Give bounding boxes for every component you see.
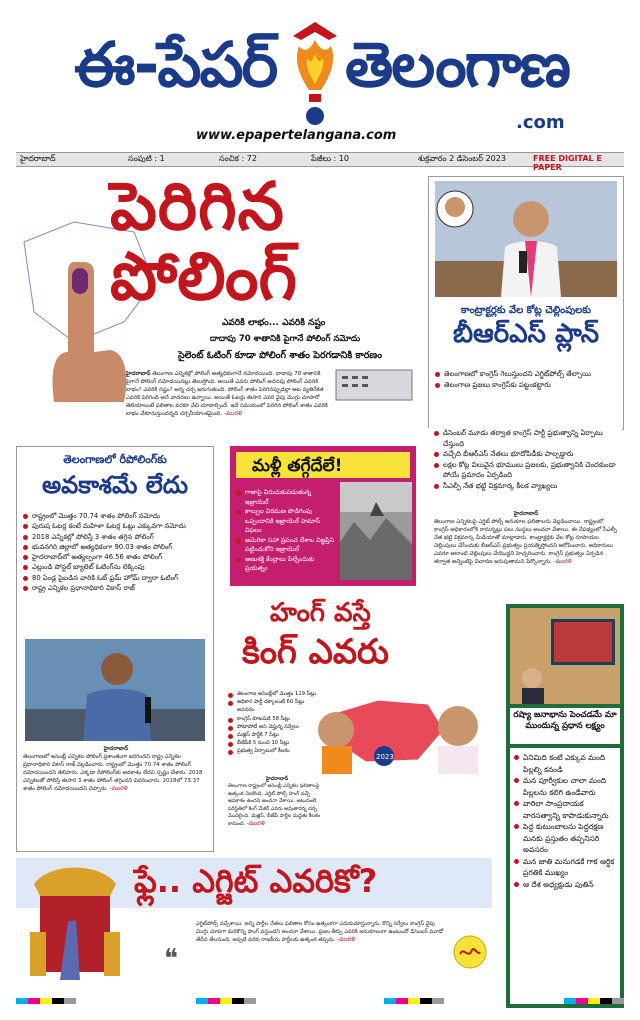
throne-image — [20, 862, 130, 988]
issue-label: సంచిక : 72 — [219, 154, 257, 163]
color-strip-left — [16, 998, 76, 1004]
pages-label: పేజీలు : 10 — [311, 154, 349, 163]
logo-mark-icon — [285, 18, 345, 128]
list-item: కాల్పుల విరమణ పొడిగింపు ఒప్పందానికి ఇజ్రాయెల్ హమాస్ విఫలం — [236, 507, 336, 536]
list-item: అధికార పార్టీ దక్కాలంటే 60 సీట్లు అవసరం — [228, 698, 320, 714]
quote-icon: ❝ — [164, 944, 178, 974]
brs-kicker: కాంట్రాక్టర్లకు వేల కోట్ల చెల్లింపులకు — [461, 305, 591, 316]
putin-photo — [510, 608, 620, 704]
list-item: మన పూర్వీకుల చాలా మంది పిల్లలను కలిగి ఉండేవారు — [514, 775, 618, 798]
lead-deck-2: సైలెంట్ ఓటింగ్ కూడా పోలింగ్ శాతం పెరగడానికి కారణం — [178, 350, 383, 361]
list-item: వచ్చేది బీఆర్ఎస్ నేతలు భూదోపిడీకు పాల్పడ్డారు — [434, 449, 618, 460]
hang-story — [222, 598, 422, 854]
date-label: శుక్రవారం 2 డిసెంబర్ 2023 — [418, 154, 506, 163]
list-item: తెలంగాణ ప్రజలు కాంగ్రెస్‌కు పట్టంకట్టారు — [435, 380, 619, 391]
logo-text-right: తెలంగాణ — [345, 28, 569, 101]
list-item: 80 ఏండ్ల పైబడిన వారికి ఓట్ ఫ్రమ్ హోమ్ ద్వారా ఓటింగ్ — [23, 573, 211, 583]
list-item: హైదరాబాద్‌లో అత్యల్పంగా 46.56 శాతం పోలింగ్ — [23, 552, 211, 562]
evm-machine-image — [334, 366, 414, 402]
list-item: 2018 ఎన్నికల్లో పోలిస్తే 3 శాతం తగ్గిన పోలింగ్ — [23, 532, 211, 542]
brs-plan-story — [428, 176, 624, 430]
lead-headline-2: పోలింగ్ — [110, 238, 297, 315]
list-item: వారిలా సాంప్రదాయక వారసత్వాన్ని కాపాడుకున్నారు — [514, 798, 618, 821]
date-bar — [16, 152, 624, 172]
russia-headline: రష్యా జనాభాను పెంచడమే మా ముందున్న ప్రధాన లక్ష్యం — [513, 710, 617, 731]
city-label: హైదరాబాద్ — [20, 154, 56, 163]
list-item: పెద్ద కుటుంబాలను పెద్దరక్షణ మనకు ప్రస్తుతం తప్పనిసరి అవసరం — [514, 821, 618, 856]
list-item: ఏనిమిది కంటే ఎక్కువ మంది పిల్లల్ని కనండి — [514, 752, 618, 775]
signature-badge-icon — [452, 934, 488, 970]
color-strip-center-left — [196, 998, 256, 1004]
repolling-body: హైదరాబాద్ తెలంగాణలో అసెంబ్లీ ఎన్నికల పోలింగ్ ప్రశాంతంగా జరిగిందని రాష్ట్ర ఎన్నికల ప్రధానాధికారి వికాస్ రాజ్ వెల్లడించారు. రాష్ట్రంలో మొత్తం 70.74 శాతం పోలింగ్ నమోదయిందని తెలిపారు. ఎక్కడా రీపోలింగ్‌కు అవకాశం లేదని స్పష్టం చేశారు. 2018 ఎన్నికలతో పోలిస్తే ఈసారి 3 శాతం పోలింగ్ తగ్గిందని వివరించారు. 2018లో 73.37 శాతం పోలింగ్ నమోదయిందని చెప్పారు. -మురళి — [23, 746, 203, 792]
list-item: తెలంగాణ అసెంబ్లీలో మొత్తం 119 సీట్లు — [228, 690, 320, 698]
list-item: అమెరికా సహా ప్రపంచ దేశాల విజ్ఞప్తిని పట్టించుకోని ఇజ్రాయెల్ — [236, 536, 336, 555]
hang-headline-1: హంగ్ వస్తే — [270, 598, 371, 628]
list-item: సీఎల్పీ నేత భట్టి విక్రమార్క కీలక వ్యాఖ్యలు — [434, 481, 618, 492]
leaders-map-image — [318, 690, 490, 774]
list-item: ఆ దేశ అధ్యక్షుడు పుతిన్ — [514, 879, 618, 891]
color-strip-center-right — [384, 998, 444, 1004]
hang-body: హైదరాబాద్ తెలంగాణ రాష్ట్రంలో అసెంబ్లీ ఎన్నికల ఫలితాలపై ఉత్కంఠ నెలకొంది. ఎగ్జిట్ పోల్స్ హంగ్ వచ్చే అవకాశం ఉందని అంచనా వేశాయి. అటువంటి పరిస్థితిలో కింగ్ మేకర్ ఎవరు అవుతారన్న చర్చ మొదలైంది. మజ్లిస్, బీజేపీ పార్టీల మద్దతు కీలకం కానుంది. -మురళి — [228, 776, 321, 828]
list-item: గాజాపై విరుచుకుపడుతున్న ఇజ్రాయెల్ — [236, 488, 336, 507]
list-item: కాంగ్రెస్ కూటమికి 58 సీట్లు — [228, 715, 320, 723]
repolling-kicker: తెలంగాణలో రీపోలింగ్‌కు — [63, 453, 167, 466]
repolling-story — [16, 446, 214, 852]
lead-headline-1: పెరిగిన — [110, 168, 285, 245]
masthead — [0, 0, 640, 150]
hang-headline-2: కింగ్ ఎవరు — [242, 632, 389, 672]
svg-text:2023: 2023 — [376, 753, 394, 761]
lead-kicker: ఎవరికి లాభం... ఎవరికి నష్టం — [222, 318, 326, 328]
lead-story — [14, 168, 418, 428]
list-item: అణుశక్తి కేంద్రాలు పేల్చేందుకు ప్రయత్నం — [236, 555, 336, 574]
list-item: భువనగిరి జిల్లాలో అత్యధికంగా 90.03 శాతం పోలింగ్ — [23, 542, 211, 552]
brs-bullets — [435, 369, 619, 390]
list-item: తెలంగాణలో కాంగ్రెస్ గెలుస్తుందని ఎగ్జిట్‌పోల్స్ తేల్చాయి — [435, 369, 619, 380]
site-url[interactable]: www.epapertelangana.com — [196, 128, 397, 143]
hang-bullets — [228, 690, 320, 756]
lead-body: హైదరాబాద్ తెలంగాణ ఎన్నికల్లో పోలింగ్ అత్యధికంగానే నమోదయింది. దాదాపు 70 శాతానికి పైగానే పోలింగ్ నమోదయినట్లు తెలుస్తోంది. అయితే ఎవరు పోలింగ్ అదనపు పోలింగ్ ఎవరికి లాభం? ఎవరికి నష్టం? అన్న చర్చ జరుగుతుంది. పోలింగ్ శాతం పెరిగినప్పుడల్లా ఆట వ్యతిరేకత ఎవరికి పెరిగింది అనే వాదనలు ఉన్నాయి. అయితే ఓటర్లు ఈసారి ఎవరి వైపు మొగ్గు చూపారో తెలియాలంటే ఫలితాల వరకూ వేచి చూడాల్సిందే. ఇదే సమయంలో పెరిగిన పోలింగ్ శాతం ఎవరికి లాభం చేకూరుస్తుందన్నది చర్చనీయాంశమైంది. -మురళి — [126, 371, 328, 417]
color-strip-right — [564, 998, 624, 1004]
gaza-bullets — [236, 488, 336, 574]
list-item: ప్రభుత్వ ఏర్పాటులో కీలకం — [228, 747, 320, 755]
exit-poll-body: ఎగ్జిట్‌పోల్స్ వచ్చేశాయి. అన్ని పార్టీల నేతలు ఫలితాల కోసం ఉత్కంఠగా ఎదురుచూస్తున్నారు. కొన్ని సర్వేలు కాంగ్రెస్ వైపు మొగ్గు చూపగా మరికొన్ని హంగ్ వస్తుందని అంచనా వేశాయి. ప్రజల తీర్పు ఎవరికి అనుకూలంగా ఉంటుందో డిసెంబర్ మూడో తేదీన తేలనుంది. అప్పటి వరకు రాజకీయ పార్టీలకు ఉత్కంఠ తప్పదు. -మురళి — [196, 921, 444, 943]
logo-text-left: ఈ-పేపర్ — [74, 28, 277, 101]
list-item: రాష్ట్రంలో మొత్తం 70.74 శాతం పోలింగ్ నమోదు — [23, 511, 211, 521]
brs-plan-story-cont — [428, 428, 622, 602]
list-item: డిసెంబర్ మూడు తర్వాత కాంగ్రెస్ పార్టీ ప్రభుత్వాన్ని ఏర్పాటు చేస్తుంది — [434, 428, 618, 449]
exit-poll-story — [16, 858, 492, 992]
brs-bullets-cont — [434, 428, 618, 491]
gaza-headline: మళ్లీ తగ్గేదేలే! — [252, 456, 343, 476]
list-item: లక్షల కోట్ల విలువైన భూములు ప్రజలకు, ప్రభుత్వానికి చెందకుండా పోయే ప్రమాదం ఏర్పడింది — [434, 460, 618, 481]
exit-poll-headline: ఫ్లే.. ఎగ్జిట్ ఎవరికో? — [134, 862, 378, 900]
lead-deck-1: దాదాపు 70 శాతానికి పైగానే పోలింగ్ నమోదు — [210, 334, 361, 344]
list-item: రాష్ట్ర ఎన్నికల ప్రధానాధికారి వికాస్ రాజ్ — [23, 583, 211, 593]
list-item: పోటాపోటీ అని చెప్తున్న సర్వేలు — [228, 723, 320, 731]
logo-com-text: .com — [516, 112, 565, 133]
list-item: ఎల్లుండి పోస్టల్ బ్యాలెట్ ఓటింగ్‌ను లెక్కింపు — [23, 562, 211, 572]
press-meet-photo — [435, 181, 617, 297]
repolling-bullets — [23, 511, 211, 593]
gaza-story — [230, 446, 416, 586]
gaza-rubble-photo — [340, 482, 412, 580]
russia-story — [506, 604, 624, 1008]
russia-bullets — [514, 752, 618, 890]
list-item: పురుష ఓటర్ల కంటే మహిళా ఓటర్ల ఓట్లు ఎక్కువగా నమోదు — [23, 521, 211, 531]
list-item: మన జాతి మనుగడకే గాక ఆర్థిక ప్రగతికి ముఖ్యం — [514, 856, 618, 879]
official-photo — [25, 639, 205, 741]
repolling-headline: అవకాశమే లేదు — [41, 471, 189, 499]
list-item: బీజేపీకి 5 నుంచి 10 సీట్లు — [228, 739, 320, 747]
brs-body: హైదరాబాద్ తెలంగాణ ఎన్నికలపై ఎగ్జిట్ పోల్స్ అనుకూల ఫలితాలను వెల్లడించాయి. రాష్ట్రంలో కాంగ్రెస్ అధికారంలోకి రానున్నట్లు పలు సంస్థలు అంచనా వేశాయి. ఈ నేపథ్యంలో సీఎల్పీ నేత భట్టి విక్రమార్క మీడియాతో మాట్లాడారు. కాంట్రాక్టర్లకు వేల కోట్ల రూపాయల చెల్లింపులు చేసేందుకు బీఆర్ఎస్ ప్రభుత్వం ప్రయత్నిస్తోందని ఆరోపించారు. అధికారులు ఎవరూ అలాంటి చెల్లింపులు చేయొద్దని హెచ్చరించారు. కాంగ్రెస్ ప్రభుత్వం ఏర్పడిన తర్వాత అన్నింటిపై విచారణ జరుపుతామని పేర్కొన్నారు. -మురళి — [434, 511, 618, 565]
volume-label: సంపుటి : 1 — [128, 154, 165, 163]
free-epaper-tag: FREE DIGITAL E PAPER — [533, 154, 602, 172]
list-item: మజ్లిస్ పార్టీకి 7 సీట్లు — [228, 731, 320, 739]
brs-headline: బీఆర్ఎస్ ప్లాన్ — [452, 319, 600, 349]
